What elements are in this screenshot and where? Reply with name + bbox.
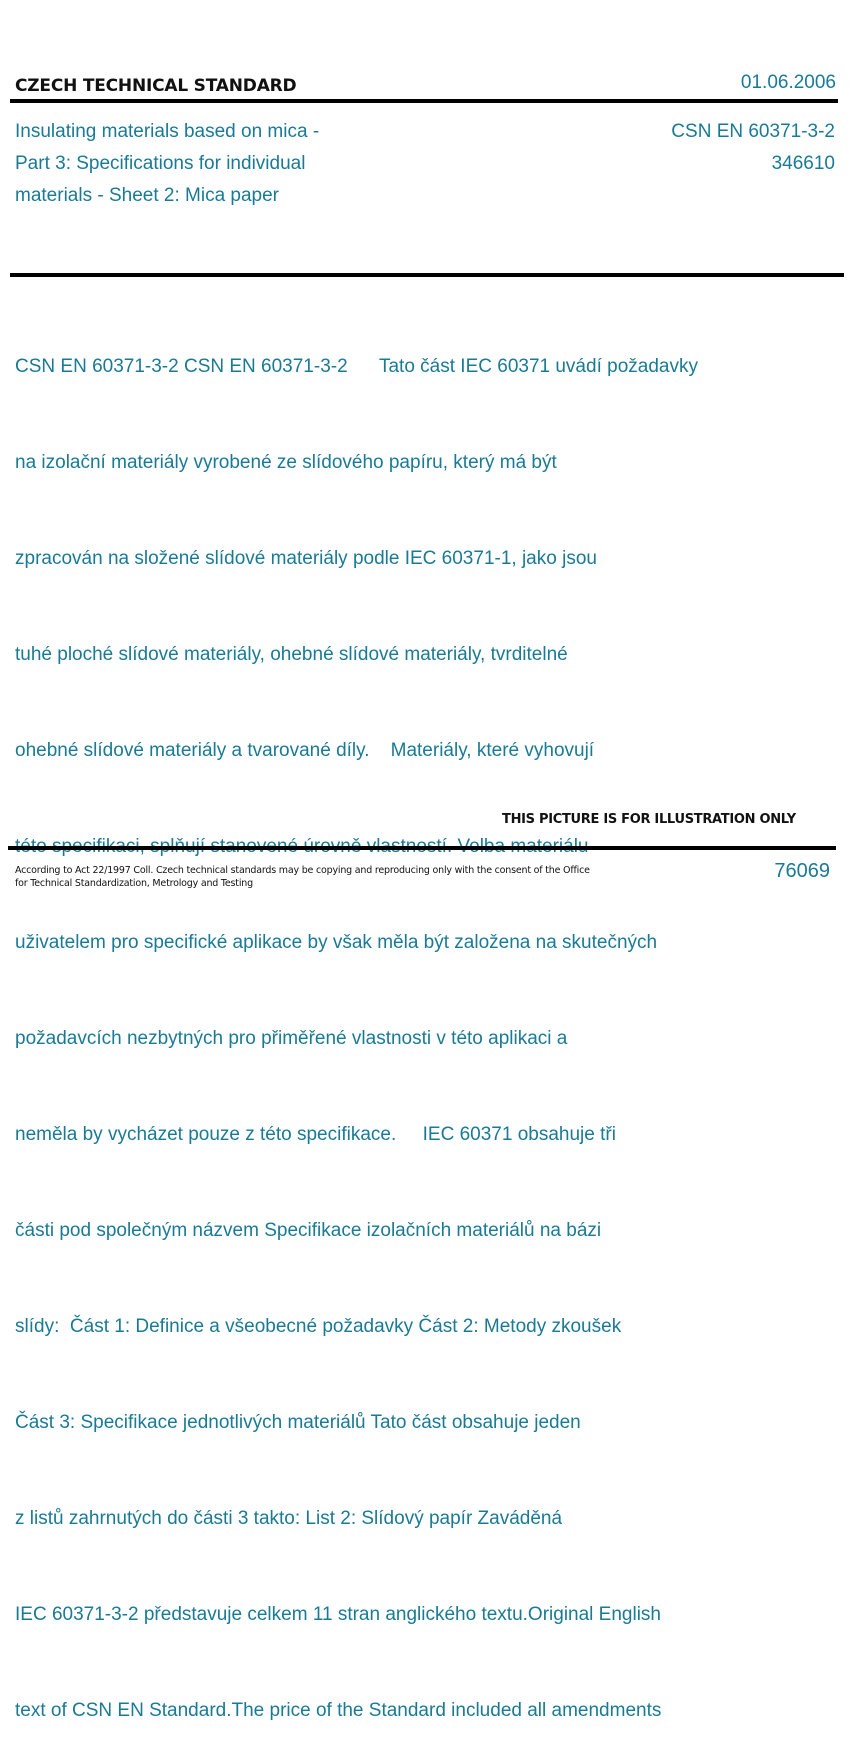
abstract-line: zpracován na složené slídové materiály podle IEC 60371-1, jako jsou — [15, 548, 597, 569]
abstract-line: tuhé ploché slídové materiály, ohebné slídové materiály, tvrditelné — [15, 644, 568, 665]
illustration-note: THIS PICTURE IS FOR ILLUSTRATION ONLY — [502, 812, 796, 827]
abstract-line: neměla by vycházet pouze z této specifikace. IEC 60371 obsahuje tři — [15, 1124, 616, 1145]
publication-date: 01.06.2006 — [740, 72, 836, 93]
abstract-line: IEC 60371-3-2 představuje celkem 11 stran anglického textu.Original English — [15, 1604, 661, 1625]
abstract-line: uživatelem pro specifické aplikace by však měla být založena na skutečných — [15, 932, 658, 953]
abstract-line: Část 3: Specifikace jednotlivých materiálů Tato část obsahuje jeden — [15, 1412, 581, 1433]
abstract-line: z listů zahrnutých do části 3 takto: List 2: Slídový papír Zaváděná — [15, 1508, 563, 1529]
document-title — [15, 116, 319, 212]
abstract-line: slídy: Část 1: Definice a všeobecné požadavky Část 2: Metody zkoušek — [15, 1316, 622, 1337]
legal-notice — [15, 864, 590, 890]
abstract-line: části pod společným názvem Specifikace izolačních materiálů na bázi — [15, 1220, 602, 1241]
title-line: Insulating materials based on mica - — [15, 121, 320, 142]
catalog-number: 346610 — [771, 153, 835, 174]
abstract-line: na izolační materiály vyrobené ze slídového papíru, který má být — [15, 452, 557, 473]
legal-line: According to Act 22/1997 Coll. Czech technical standards may be copying and reproducing only with the consent of the Office — [15, 865, 590, 876]
abstract-line: ohebné slídové materiály a tvarované díly. Materiály, které vyhovují — [15, 740, 595, 761]
title-line: Part 3: Specifications for individual — [15, 153, 306, 174]
header-divider — [10, 99, 838, 103]
document-code: 76069 — [774, 860, 830, 882]
legal-line: for Technical Standardization, Metrology and Testing — [15, 878, 253, 889]
standard-code: CSN EN 60371-3-2 — [671, 121, 835, 142]
title-divider — [10, 273, 844, 277]
abstract-line: text of CSN EN Standard.The price of the Standard included all amendments — [15, 1700, 662, 1721]
document-abstract — [15, 287, 698, 1759]
footer-divider — [8, 846, 836, 850]
standard-category: CZECH TECHNICAL STANDARD — [15, 76, 297, 96]
standard-identifiers — [671, 116, 835, 180]
abstract-line: CSN EN 60371-3-2 CSN EN 60371-3-2 Tato část IEC 60371 uvádí požadavky — [15, 356, 698, 377]
title-line: materials - Sheet 2: Mica paper — [15, 185, 280, 206]
abstract-line: požadavcích nezbytných pro přiměřené vlastnosti v této aplikaci a — [15, 1028, 568, 1049]
